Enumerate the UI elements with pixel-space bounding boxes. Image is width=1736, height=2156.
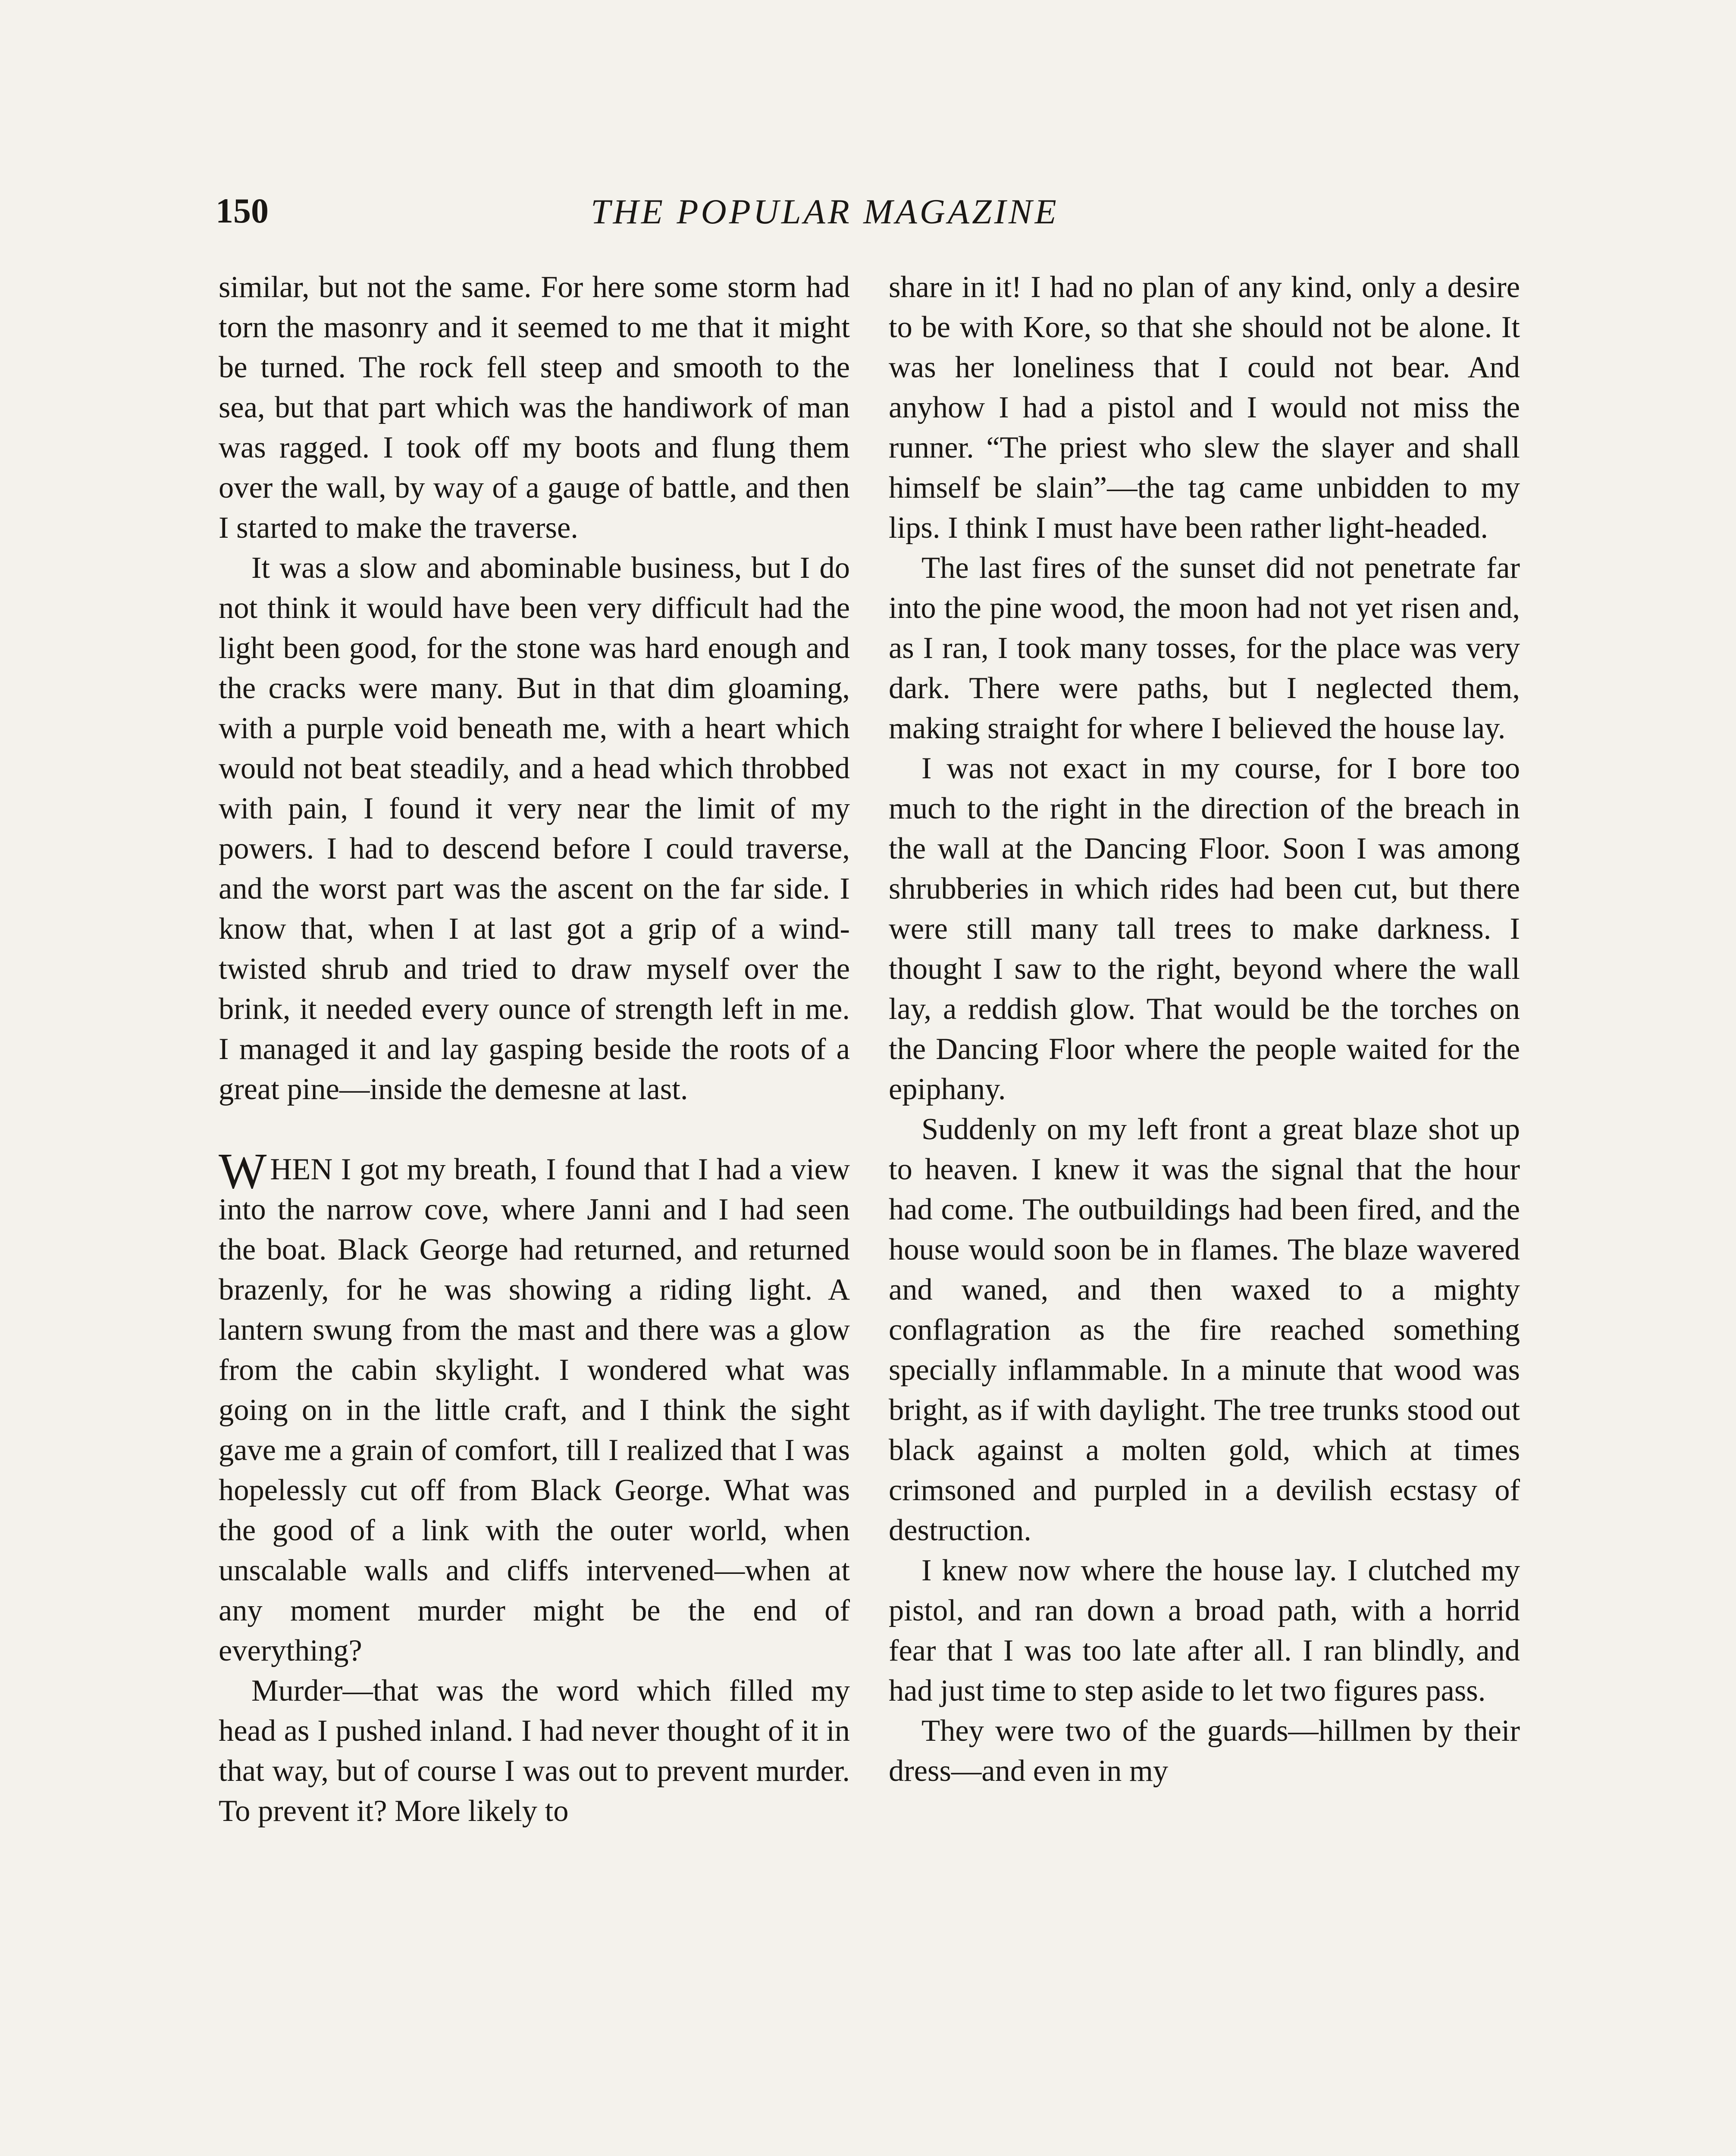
running-head: THE POPULAR MAGAZINE xyxy=(591,192,1059,231)
paragraph: I was not exact in my course, for I bore too much to the right in the direction of the breach in the wall at the Dancing Floor. Soon I was among shrubberies in which rides had been cut, but there were still many tall trees to make darkness. I thought I saw to the right, beyond where the wall lay, a reddish glow. That would be the torches on the Dancing Floor where the people waited for the epiphany. xyxy=(889,752,1520,1106)
paragraph-with-dropcap xyxy=(219,1143,850,1671)
paragraph: They were two of the guards—hillmen by their dress—and even in my xyxy=(889,1714,1520,1788)
paragraph: Suddenly on my left front a great blaze shot up to heaven. I knew it was the signal that the hour had come. The outbuildings had been fired, and the house would soon be in flames. The blaze wavered and waned, and then waxed to a mighty conflagration as the fire reached something specially inflammable. In a minute that wood was bright, as if with daylight. The tree trunks stood out black against a molten gold, which at times crimsoned and purpled in a devilish ecstasy of destruction. xyxy=(889,1112,1520,1547)
paragraph: The last fires of the sunset did not penetrate far into the pine wood, the moon had not yet risen and, as I ran, I took many tosses, for the place was very dark. There were paths, but I neglected them, making straight for where I believed the house lay. xyxy=(889,551,1520,745)
left-column xyxy=(219,267,850,1831)
page-number: 150 xyxy=(216,191,269,230)
section-break xyxy=(219,1109,850,1150)
paragraph: I knew now where the house lay. I clutched my pistol, and ran down a broad path, with a horrid fear that I was too late after all. I ran blindly, and had just time to step aside to let two figures pass. xyxy=(889,1554,1520,1708)
paragraph: Murder—that was the word which filled my head as I pushed inland. I had never thought of it in that way, but of course I was out to prevent murder. To prevent it? More likely to xyxy=(219,1674,850,1828)
drop-cap: W xyxy=(219,1143,267,1199)
paragraph-text: HEN I got my breath, I found that I had a view into the narrow cove, where Janni and I had seen the boat. Black George had returned, and returned brazenly, for he was showing a riding light. A lantern swung from the mast and there was a glow from the cabin skylight. I wondered what was going on in the little craft, and I think the sight gave me a grain of comfort, till I realized that I was hopelessly cut off from Black George. What was the good of a link with the outer world, when unscalable walls and cliffs intervened—when at any moment murder might be the end of everything? xyxy=(219,1153,850,1667)
right-column xyxy=(889,267,1520,1791)
paragraph: similar, but not the same. For here some storm had torn the masonry and it seemed to me that it might be turned. The rock fell steep and smooth to the sea, but that part which was the handiwork of man was ragged. I took off my boots and flung them over the wall, by way of a gauge of battle, and then I started to make the traverse. xyxy=(219,270,850,545)
paragraph: share in it! I had no plan of any kind, only a desire to be with Kore, so that she should not be alone. It was her loneliness that I could not bear. And anyhow I had a pistol and I would not miss the runner. “The priest who slew the slayer and shall himself be slain”—the tag came unbidden to my lips. I think I must have been rather light-headed. xyxy=(889,270,1520,545)
paragraph: It was a slow and abominable business, but I do not think it would have been very difficult had the light been good, for the stone was hard enough and the cracks were many. But in that dim gloaming, with a purple void beneath me, with a heart which would not beat steadily, and a head which throbbed with pain, I found it very near the limit of my powers. I had to descend before I could traverse, and the worst part was the ascent on the far side. I know that, when I at last got a grip of a wind-twisted shrub and tried to draw myself over the brink, it needed every ounce of strength left in me. I managed it and lay gasping beside the roots of a great pine—inside the demesne at last. xyxy=(219,551,850,1106)
